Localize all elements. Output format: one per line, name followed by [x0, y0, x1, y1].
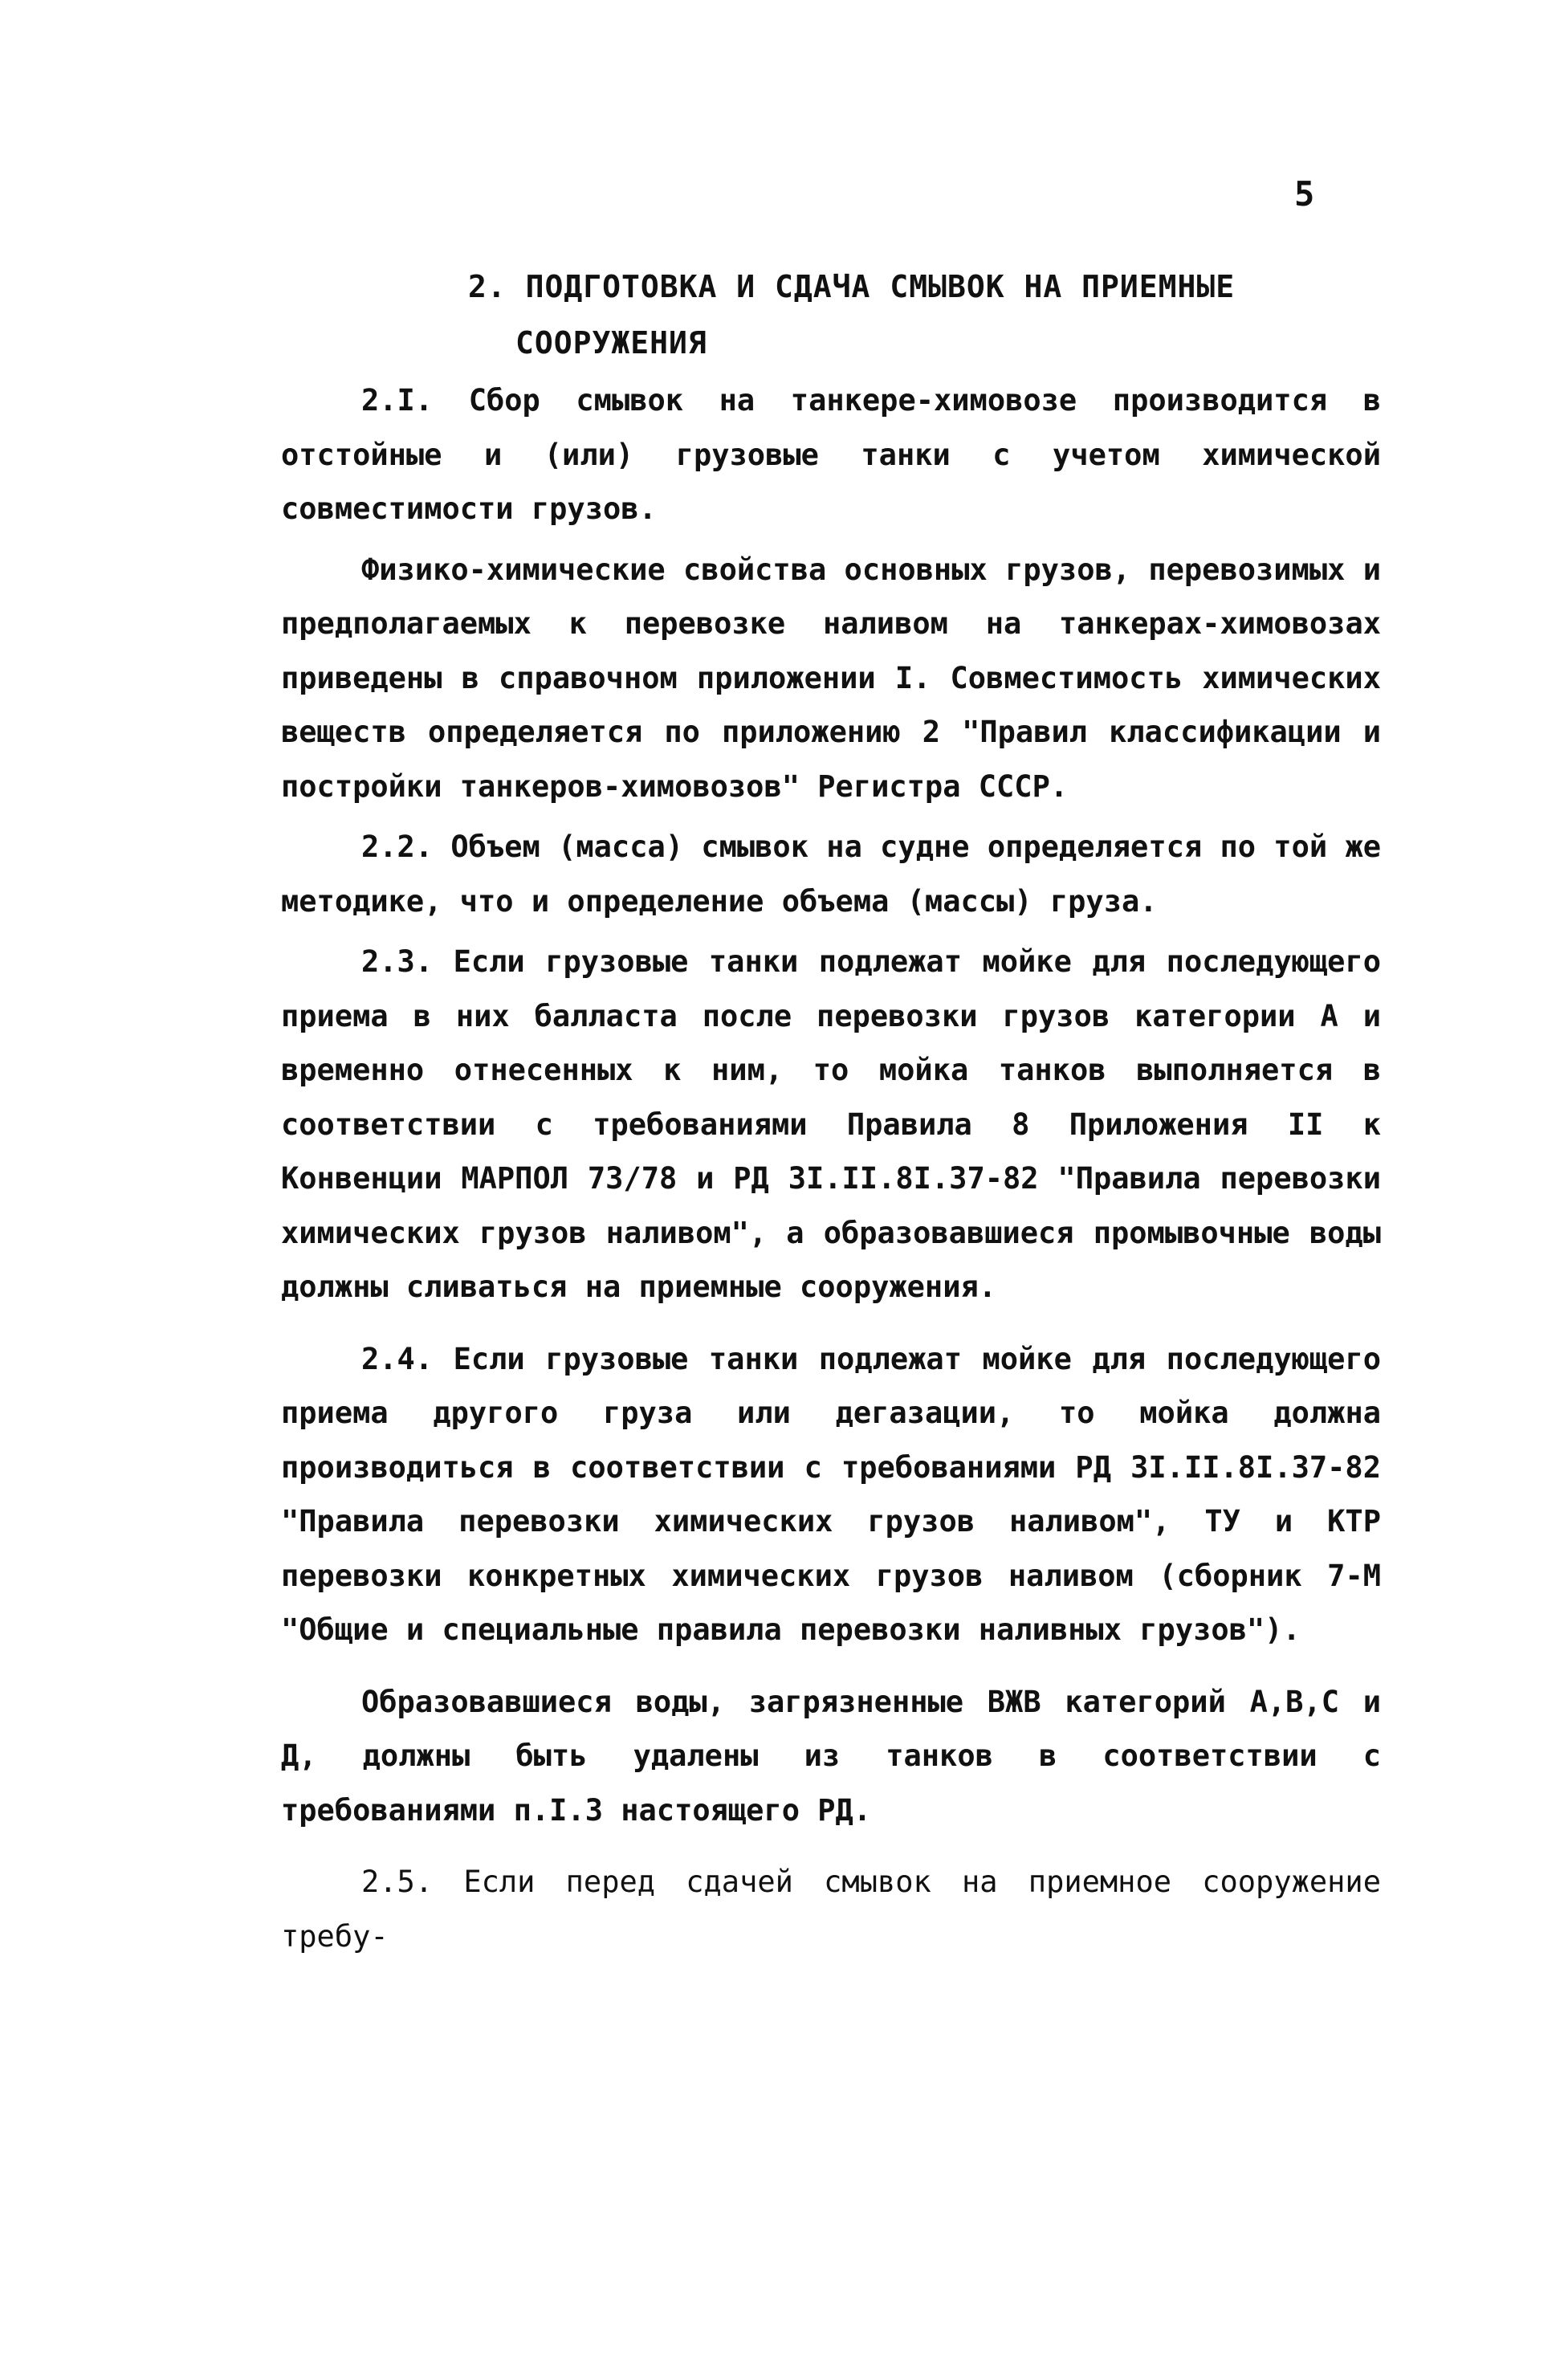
body-text	[281, 373, 1381, 1963]
paragraph-2-5: 2.5. Если перед сдачей смывок на приемное сооружение требу-	[281, 1865, 1381, 1954]
paragraph-2-3: 2.3. Если грузовые танки подлежат мойке для последующего приема в них балласта после перевозки грузов категории А и временно отнесенных к ним, то мойка танков выполняется в соответствии с требованиями Правила 8 Приложения II к Конвенции МАРПОЛ 73/78 и РД 3I.II.8I.37-82 "Правила перевозки химических грузов наливом", а образовавшиеся промывочные воды должны сливаться на приемные сооружения.	[281, 944, 1381, 1304]
page-number: 5	[1294, 174, 1315, 214]
section-heading	[0, 259, 1235, 371]
paragraph-2-2: 2.2. Объем (масса) смывок на судне определяется по той же методике, что и определение объема (массы) груза.	[281, 829, 1381, 919]
paragraph-2-1: 2.I. Сбор смывок на танкере-химовозе производится в отстойные и (или) грузовые танки с учетом химической совместимости грузов.	[281, 383, 1381, 526]
section-heading-line-1: 2. ПОДГОТОВКА И СДАЧА СМЫВОК НА ПРИЕМНЫЕ	[468, 269, 1236, 304]
paragraph-properties: Физико-химические свойства основных грузов, перевозимых и предполагаемых к перевозке наливом на танкерах-химовозах приведены в справочном приложении I. Совместимость химических веществ определяется по приложению 2 "Правил классификации и постройки танкеров-химовозов" Регистра СССР.	[281, 552, 1381, 804]
paragraph-2-4: 2.4. Если грузовые танки подлежат мойке для последующего приема другого груза или дегазации, то мойка должна производиться в соответствии с требованиями РД 3I.II.8I.37-82 "Правила перевозки химических грузов наливом", ТУ и КТР перевозки конкретных химических грузов наливом (сборник 7-М "Общие и специальные правила перевозки наливных грузов").	[281, 1341, 1381, 1647]
paragraph-waters: Образовавшиеся воды, загрязненные ВЖВ категорий А,В,С и Д, должны быть удалены из танков в соответствии с требованиями п.I.3 настоящего РД.	[281, 1684, 1381, 1828]
section-heading-line-2: СООРУЖЕНИЯ	[515, 325, 707, 361]
